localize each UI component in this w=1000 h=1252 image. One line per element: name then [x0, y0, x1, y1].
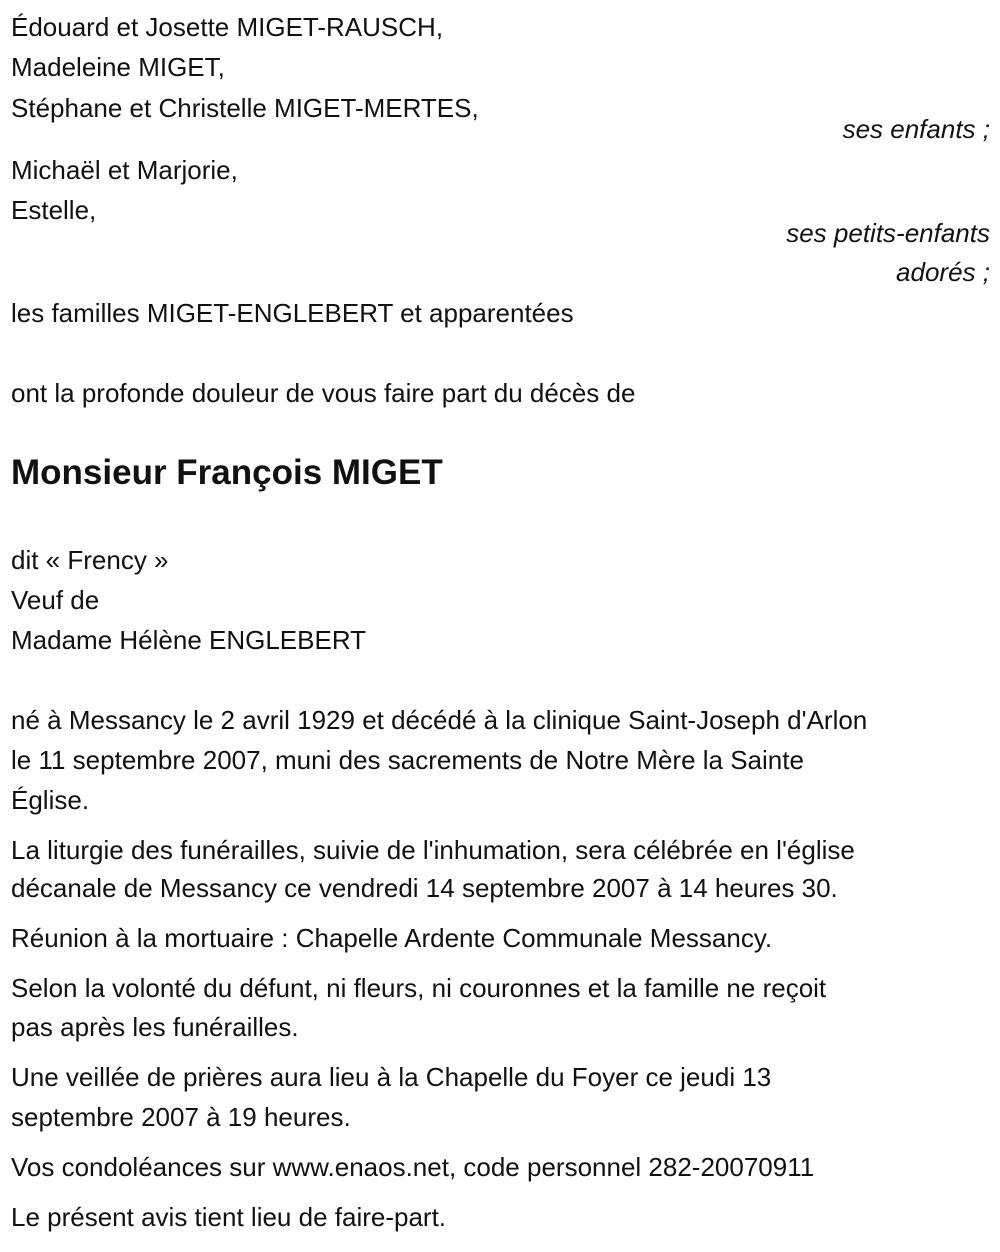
liturgy-line: La liturgie des funérailles, suivie de l'inhumation, sera célébrée en l'église [11, 835, 855, 865]
birth-death-line: le 11 septembre 2007, muni des sacrements de Notre Mère la Sainte [11, 745, 804, 775]
reunion-line: Réunion à la mortuaire : Chapelle Ardente Communale Messancy. [11, 923, 773, 953]
children-label: ses enfants ; [842, 114, 990, 144]
birth-death-line: né à Messancy le 2 avril 1929 et décédé à la clinique Saint-Joseph d'Arlon [11, 705, 868, 735]
vigil-line: Une veillée de prières aura lieu à la Chapelle du Foyer ce jeudi 13 [11, 1062, 772, 1092]
wishes-line: Selon la volonté du défunt, ni fleurs, ni couronnes et la famille ne reçoit [11, 973, 827, 1003]
family-line: Édouard et Josette MIGET-RAUSCH, [11, 12, 444, 42]
wishes-line: pas après les funérailles. [11, 1012, 299, 1042]
deceased-detail: Madame Hélène ENGLEBERT [11, 625, 367, 655]
liturgy-line: décanale de Messancy ce vendredi 14 septembre 2007 à 14 heures 30. [11, 873, 838, 903]
deceased-detail: Veuf de [11, 585, 100, 615]
vigil-line: septembre 2007 à 19 heures. [11, 1102, 351, 1132]
family-line: Madeleine MIGET, [11, 52, 225, 82]
announcement: ont la profonde douleur de vous faire part du décès de [11, 378, 636, 408]
family-line: Stéphane et Christelle MIGET-MERTES, [11, 93, 479, 123]
grandchildren-label: ses petits-enfants [786, 218, 990, 248]
family-line: Estelle, [11, 195, 97, 225]
birth-death-line: Église. [11, 785, 90, 815]
deceased-name: Monsieur François MIGET [11, 453, 443, 492]
condolences-line: Vos condoléances sur www.enaos.net, code personnel 282-20070911 [11, 1152, 815, 1182]
families-line: les familles MIGET-ENGLEBERT et apparentées [11, 298, 574, 328]
notice-line: Le présent avis tient lieu de faire-part. [11, 1202, 447, 1232]
grandchildren-label: adorés ; [896, 257, 990, 287]
deceased-detail: dit « Frency » [11, 545, 169, 575]
family-line: Michaël et Marjorie, [11, 155, 238, 185]
